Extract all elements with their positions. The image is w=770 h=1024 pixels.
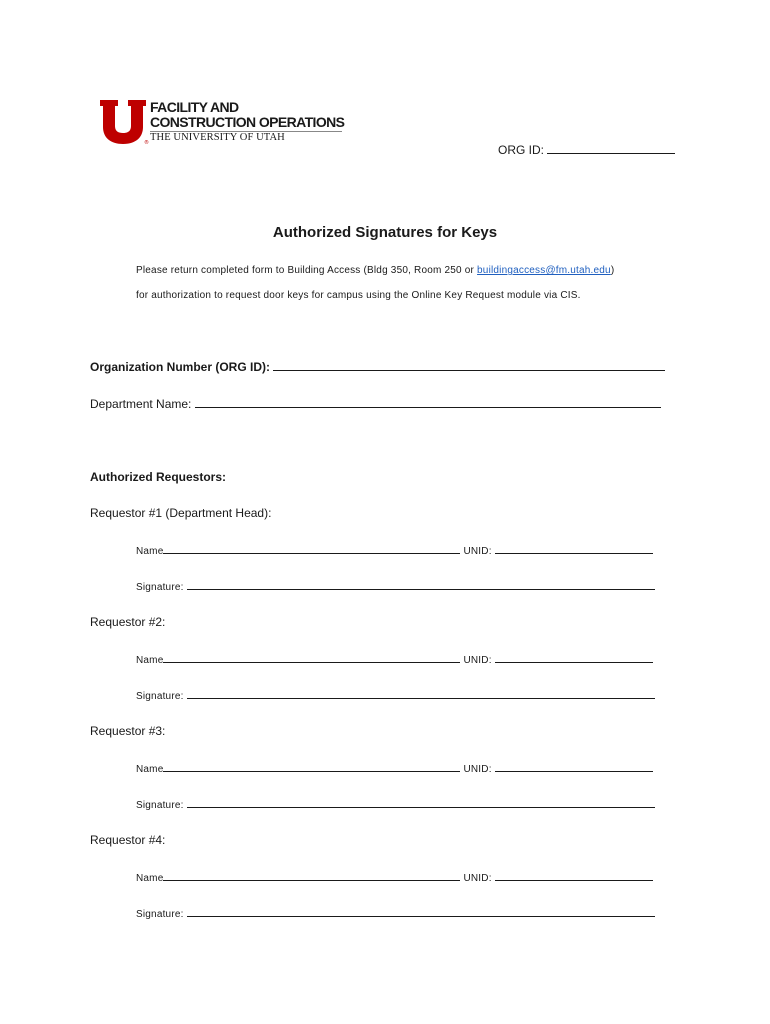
requestor-2-name-input-line[interactable] [163,652,460,663]
block-u-logo-icon [100,100,149,146]
requestor-1-name-input-line[interactable] [163,543,460,554]
requestor-2-signature-input-line[interactable] [187,688,655,699]
org-number-label: Organization Number (ORG ID): [90,360,270,374]
requestor-4-name-row [136,870,653,885]
header-org-id-label: ORG ID: [498,143,545,157]
requestor-1-unid-input-line[interactable] [495,543,653,554]
svg-text:®: ® [144,140,149,146]
intro-line-1-suffix: ) [610,265,615,276]
requestor-3-name-label: Name [136,764,164,775]
requestor-2-label: Requestor #2: [90,615,166,629]
intro-line-1 [136,265,614,277]
department-label: Department Name: [90,397,192,411]
requestor-1-name-label: Name [136,546,164,557]
requestor-1-signature-label: Signature: [136,582,184,593]
requestor-3-name-row [136,761,653,776]
requestor-1-signature-input-line[interactable] [187,579,655,590]
requestor-3-label: Requestor #3: [90,724,166,738]
requestor-1-name-row [136,543,653,558]
requestor-2-unid-label: UNID: [463,655,492,666]
requestor-3-unid-input-line[interactable] [495,761,653,772]
logo-line-1: FACILITY AND [150,99,239,115]
department-input-line[interactable] [195,397,661,408]
requestor-1-signature-row [136,579,655,594]
requestor-3-signature-label: Signature: [136,800,184,811]
logo-line-2: CONSTRUCTION OPERATIONS [150,114,345,130]
logo-wordmark [150,100,350,144]
header-org-id-field [498,143,675,157]
requestor-4-name-input-line[interactable] [163,870,460,881]
requestor-2-signature-row [136,688,655,703]
org-number-input-line[interactable] [273,360,665,371]
org-number-field [90,360,665,374]
email-link[interactable]: buildingaccess@fm.utah.edu [477,265,611,276]
intro-line-1-prefix: Please return completed form to Building Access (Bldg 350, Room 250 or [136,265,478,276]
requestor-3-signature-row [136,797,655,812]
logo-line-3: THE UNIVERSITY OF UTAH [150,132,285,143]
requestor-4-signature-input-line[interactable] [187,906,655,917]
header-org-id-input-line[interactable] [547,143,675,154]
intro-line-2: for authorization to request door keys for campus using the Online Key Request module via CIS. [136,290,581,301]
requestor-3-name-input-line[interactable] [163,761,460,772]
page-title: Authorized Signatures for Keys [272,224,498,241]
requestors-heading: Authorized Requestors: [90,470,227,484]
requestor-4-label: Requestor #4: [90,833,166,847]
requestor-2-name-row [136,652,653,667]
university-logo [100,100,350,148]
requestor-4-unid-input-line[interactable] [495,870,653,881]
requestor-1-label: Requestor #1 (Department Head): [90,506,272,520]
requestor-2-name-label: Name [136,655,164,666]
requestor-4-unid-label: UNID: [463,873,492,884]
requestor-4-signature-label: Signature: [136,909,184,920]
requestor-2-unid-input-line[interactable] [495,652,653,663]
requestor-4-signature-row [136,906,655,921]
requestor-4-name-label: Name [136,873,164,884]
requestor-3-signature-input-line[interactable] [187,797,655,808]
requestor-2-signature-label: Signature: [136,691,184,702]
requestor-1-unid-label: UNID: [463,546,492,557]
department-field [90,397,661,411]
requestor-3-unid-label: UNID: [463,764,492,775]
